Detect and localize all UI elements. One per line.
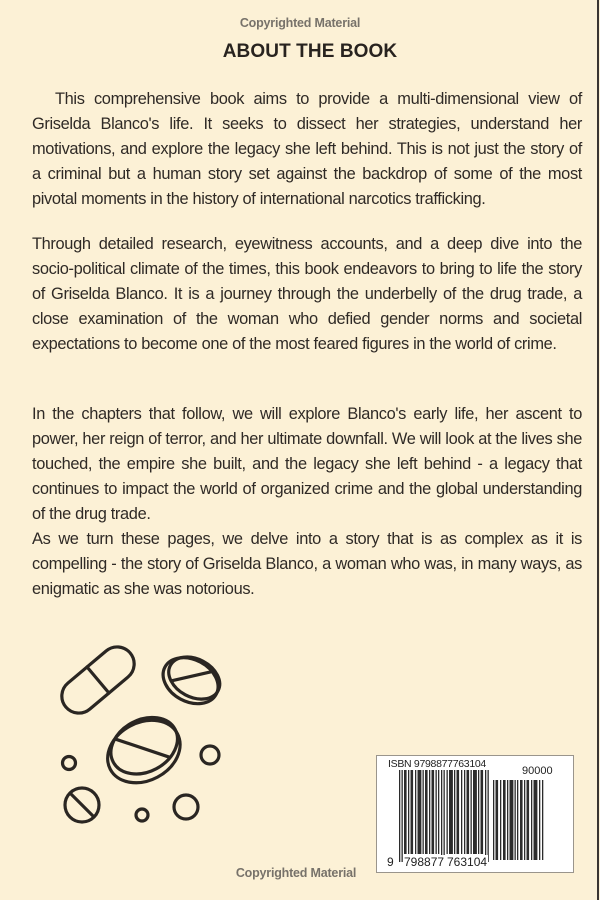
ean-first-digit: 9 <box>387 855 394 869</box>
addon-barcode-bars <box>493 780 545 860</box>
page-edge-border <box>597 0 599 900</box>
ean-right-group: 763104 <box>447 855 488 869</box>
price-addon-code: 90000 <box>522 765 553 777</box>
paragraph-research: Through detailed research, eyewitness accounts, and a deep dive into the socio-political climate of the times, this book endeavors to bring to life the story of Griselda Blanco. It is a journey through the underbelly of the drug trade, a close examination of the woman who defied gender norms and societal expectations to become one of the most feared figures in the world of crime. <box>32 235 582 353</box>
ean-barcode-bars <box>399 770 489 862</box>
paragraph-closing: As we turn these pages, we delve into a story that is as complex as it is compelling - the story of Griselda Blanco, a woman who was, in many ways, as enigmatic as she was notorious. <box>32 530 582 598</box>
ean-left-group: 798877 <box>404 855 445 869</box>
pills-illustration <box>40 620 280 840</box>
copyright-watermark-bottom: Copyrighted Material <box>235 866 357 880</box>
copyright-watermark-top: Copyrighted Material <box>239 16 361 30</box>
pills-icon <box>40 620 280 840</box>
page-title: ABOUT THE BOOK <box>222 41 398 62</box>
isbn-label: ISBN 9798877763104 <box>388 758 486 770</box>
paragraph-chapters: In the chapters that follow, we will explore Blanco's early life, her ascent to power, her reign of terror, and her ultimate downfall. We will look at the lives she touched, the empire she built, and the legacy she left behind - a legacy that continues to impact the world of organized crime and the global understanding of the drug trade. <box>32 405 582 523</box>
isbn-barcode <box>376 755 574 873</box>
paragraph-intro: This comprehensive book aims to provide a multi-dimensional view of Griselda Blanco's life. It seeks to dissect her strategies, understand her motivations, and explore the legacy she left behind. This is not just the story of a criminal but a human story set against the backdrop of some of the most pivotal moments in the history of international narcotics trafficking. <box>32 90 582 208</box>
